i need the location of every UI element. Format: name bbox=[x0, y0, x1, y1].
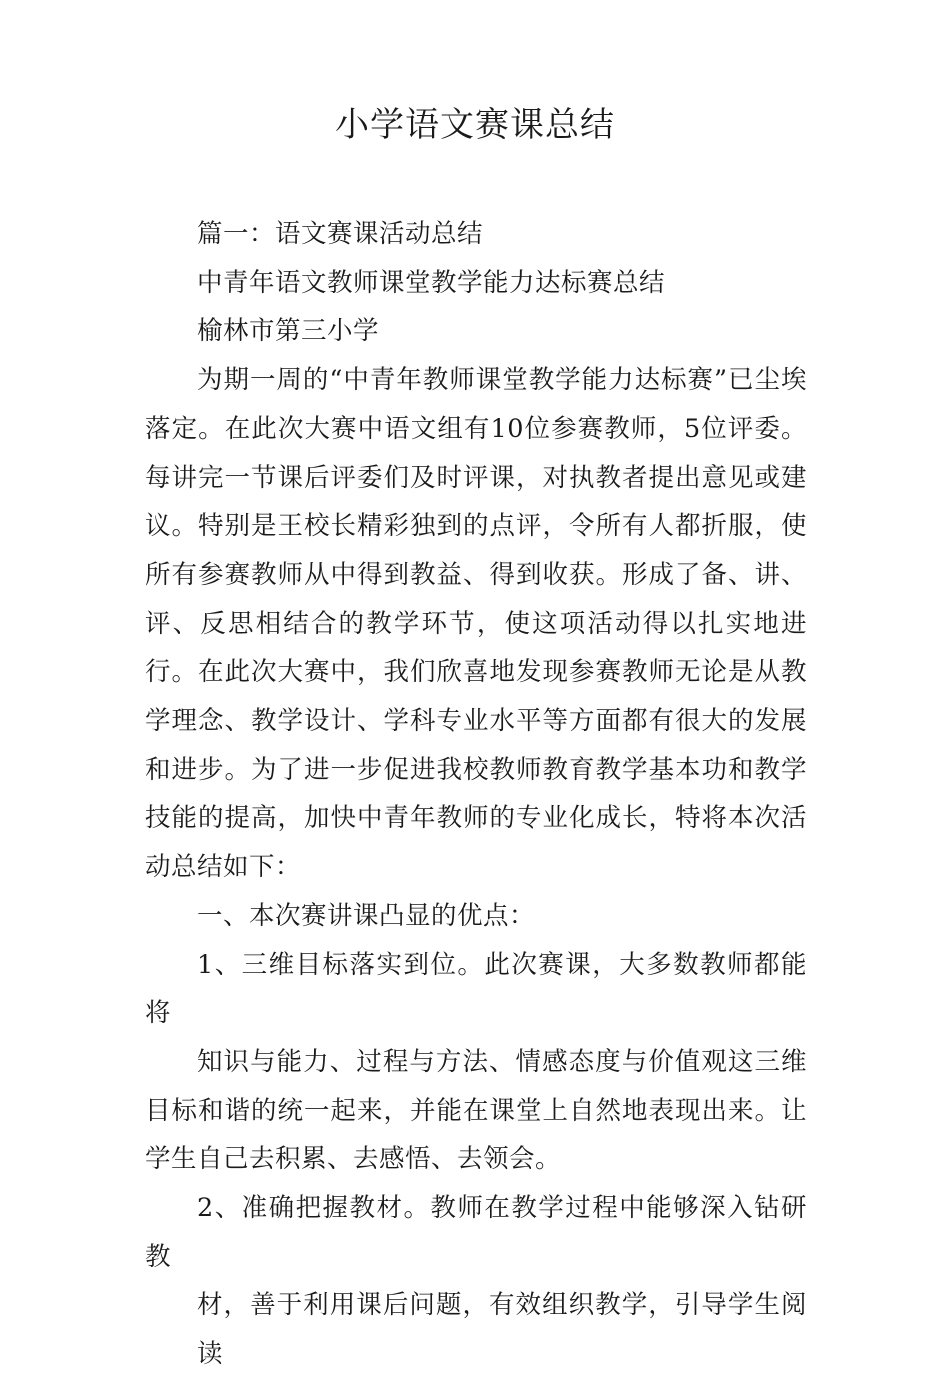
list-item-continuation: 知识与能力、过程与方法、情感态度与价值观这三维目标和谐的统一起来，并能在课堂上自然地表现出来。让学生自己去积累、去感悟、去领会。 bbox=[145, 1046, 807, 1175]
list-item: 1、三维目标落实到位。此次赛课，大多数教师都能将 bbox=[145, 949, 807, 1029]
summary-subtitle: 中青年语文教师课堂教学能力达标赛总结 bbox=[197, 267, 666, 298]
section-heading: 篇一：语文赛课活动总结 bbox=[197, 219, 484, 249]
document-body bbox=[145, 210, 807, 1379]
list-item: 2、准确把握教材。教师在教学过程中能够深入钻研教 bbox=[145, 1193, 807, 1272]
school-name: 榆林市第三小学 bbox=[197, 316, 380, 347]
list-item-continuation: 材，善于利用课后问题，有效组织教学，引导学生阅读 bbox=[197, 1290, 807, 1370]
document-title: 小学语文赛课总结 bbox=[335, 105, 615, 145]
body-paragraph: 为期一周的“中青年教师课堂教学能力达标赛”已尘埃落定。在此次大赛中语文组有10位参赛教师，5位评委。每讲完一节课后评委们及时评课，对执教者提出意见或建议。特别是王校长精彩独到的点评，令所有人都折服，使所有参赛教师从中得到教益、得到收获。形成了备、讲、评、反思相结合的教学环节，使这项活动得以扎实地进行。在此次大赛中，我们欣喜地发现参赛教师无论是从教学理念、教学设计、学科专业水平等方面都有很大的发展和进步。为了进一步促进我校教师教育教学基本功和教学技能的提高，加快中青年教师的专业化成长，特将本次活动总结如下： bbox=[145, 365, 807, 883]
list-heading: 一、本次赛讲课凸显的优点： bbox=[197, 900, 536, 931]
